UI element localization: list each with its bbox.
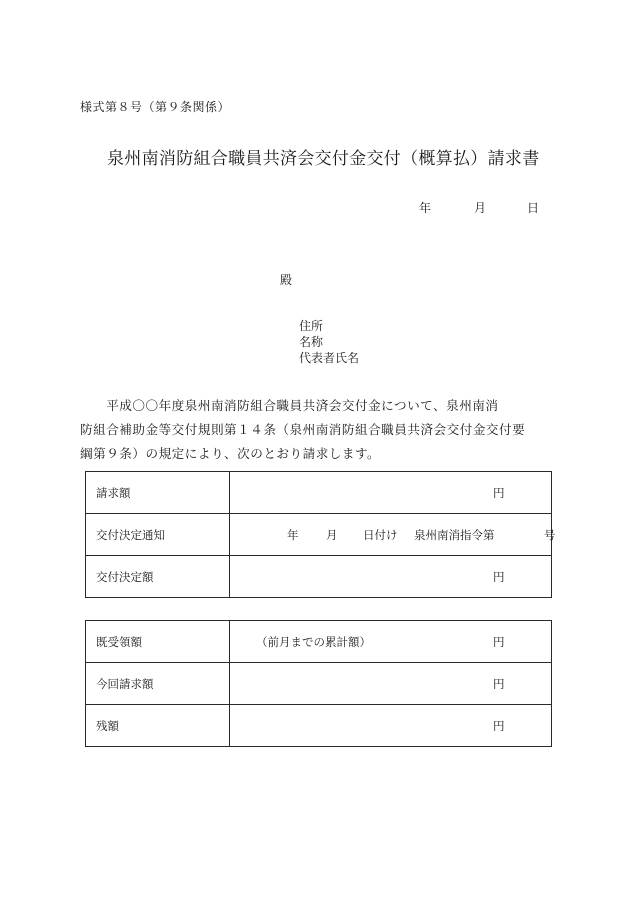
body-line: 防組合補助金等交付規則第１４条（泉州南消防組合職員共済会交付金交付要: [80, 422, 526, 437]
notice-reference: 泉州南消指令第: [414, 528, 495, 542]
request-amount-field[interactable]: [230, 472, 552, 514]
received-amount-field[interactable]: [230, 621, 552, 663]
date-month: 月: [474, 201, 487, 215]
table-row: [86, 621, 552, 663]
decision-amount-label: 交付決定額: [86, 556, 230, 598]
document-title: 泉州南消防組合職員共済会交付金交付（概算払）請求書: [107, 149, 540, 169]
request-body-text: [80, 394, 562, 466]
current-request-field[interactable]: [230, 663, 552, 705]
decision-amount-field[interactable]: [230, 556, 552, 598]
notice-year: 年: [287, 528, 299, 542]
table-row: [86, 514, 552, 556]
date-year: 年: [419, 201, 432, 215]
request-amount-label: 請求額: [86, 472, 230, 514]
body-line: 平成〇〇年度泉州南消防組合職員共済会交付金について、泉州南消: [80, 398, 499, 413]
yen-unit: 円: [493, 677, 505, 691]
table-row: [86, 663, 552, 705]
decision-notice-label: 交付決定通知: [86, 514, 230, 556]
decision-notice-field[interactable]: [230, 514, 556, 556]
yen-unit: 円: [493, 635, 505, 649]
addressee-suffix: 殿: [280, 273, 293, 287]
cumulative-note: （前月までの累計額）: [256, 635, 371, 649]
balance-label: 残額: [86, 705, 230, 747]
applicant-block: [299, 318, 359, 366]
body-line: 綱第９条）の規定により、次のとおり請求します。: [80, 446, 381, 461]
notice-number-suffix: 号: [544, 528, 556, 542]
yen-unit: 円: [493, 486, 505, 500]
table-row: [86, 472, 552, 514]
current-request-label: 今回請求額: [86, 663, 230, 705]
table-row: [86, 705, 552, 747]
yen-unit: 円: [493, 570, 505, 584]
received-amount-label: 既受領額: [86, 621, 230, 663]
table-row: [86, 556, 552, 598]
applicant-representative-label: 代表者氏名: [299, 351, 360, 365]
applicant-name-label: 名称: [299, 335, 324, 349]
yen-unit: 円: [493, 719, 505, 733]
payment-status-table: [85, 620, 552, 747]
balance-field[interactable]: [230, 705, 552, 747]
notice-month: 月: [326, 528, 338, 542]
request-table: [85, 471, 556, 598]
date-day: 日: [527, 201, 540, 215]
notice-day: 日付け: [363, 528, 398, 542]
form-number: 様式第８号（第９条関係）: [80, 100, 231, 114]
applicant-address-label: 住所: [299, 319, 324, 333]
